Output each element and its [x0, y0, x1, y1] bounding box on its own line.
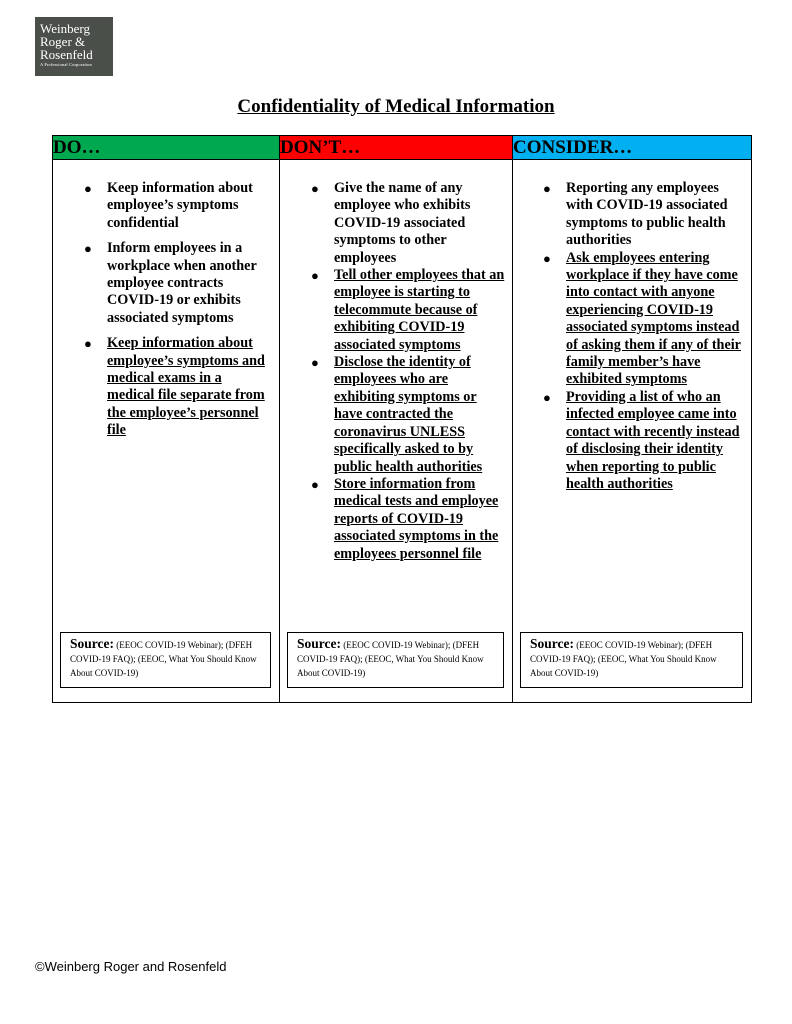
source-label: Source: [297, 636, 341, 651]
source-box [60, 632, 271, 688]
list-item: ● Store information from medical tests and employee reports of COVID-19 associated symptoms in the employees personnel file [311, 475, 499, 562]
list-item: ● Keep information about employee’s symptoms confidential [84, 180, 253, 231]
list-item: ● Give the name of any employee who exhibits COVID-19 associated symptoms to other employees [311, 180, 471, 266]
guidance-table [52, 135, 752, 703]
do-column-header: DO… [53, 136, 280, 160]
source-box [287, 632, 504, 688]
list-item: ● Keep information about employee’s symptoms and medical exams in a medical file separate from the employee’s personnel file [84, 335, 265, 439]
source-text: (EEOC COVID-19 Webinar); (DFEH COVID-19 FAQ); (EEOC, What You Should Know About COVID-19) [530, 640, 717, 678]
document-title: Confidentiality of Medical Information [237, 96, 555, 117]
bullet-icon: ● [543, 181, 551, 196]
bullet-icon: ● [311, 355, 319, 371]
source-text: (EEOC COVID-19 Webinar); (DFEH COVID-19 FAQ); (EEOC, What You Should Know About COVID-19) [70, 640, 257, 678]
logo-line-1: Weinberg [40, 21, 90, 36]
list-item: ● Inform employees in a workplace when another employee contracts COVID-19 or exhibits associated symptoms [84, 240, 257, 326]
bullet-icon: ● [311, 268, 319, 284]
bullet-icon: ● [543, 389, 551, 405]
source-box [520, 632, 743, 688]
list-item: ● Tell other employees that an employee is starting to telecommute because of exhibiting COVID-19 associated symptoms [311, 267, 505, 353]
source-label: Source: [530, 636, 574, 651]
do-column-body [53, 160, 280, 703]
company-logo [35, 17, 113, 76]
bullet-icon: ● [84, 241, 92, 257]
dont-column-header: DON’T… [280, 136, 513, 160]
bullet-icon: ● [84, 181, 92, 196]
bullet-icon: ● [84, 336, 92, 352]
list-item: ● Reporting any employees with COVID-19 associated symptoms to public health authorities [543, 180, 728, 249]
consider-column-body [513, 160, 752, 703]
logo-line-2: Roger & [40, 34, 86, 49]
source-text: (EEOC COVID-19 Webinar); (DFEH COVID-19 FAQ); (EEOC, What You Should Know About COVID-19) [297, 640, 484, 678]
list-item: ● Providing a list of who an infected employee came into contact with recently instead of disclosing their identity when reporting to public health authorities [543, 388, 740, 492]
copyright-footer: ©Weinberg Roger and Rosenfeld [35, 959, 227, 974]
dont-column-body [280, 160, 513, 703]
consider-column-header: CONSIDER… [513, 136, 752, 160]
bullet-icon: ● [543, 250, 551, 266]
list-item: ● Ask employees entering workplace if they have come into contact with anyone experiencing COVID-19 associated symptoms instead of asking them if any of their family member’s have exhibited symptoms [543, 249, 741, 388]
bullet-icon: ● [311, 476, 319, 492]
source-label: Source: [70, 636, 114, 651]
consider-list [543, 180, 741, 493]
bullet-icon: ● [311, 181, 319, 196]
do-list [84, 180, 271, 440]
list-item: ● Disclose the identity of employees who are exhibiting symptoms or have contracted the coronavirus UNLESS specifically asked to by public health authorities [311, 354, 483, 475]
logo-subtitle: A Professional Corporation [40, 62, 92, 67]
logo-line-3: Rosenfeld [40, 47, 93, 62]
dont-list [311, 180, 506, 563]
